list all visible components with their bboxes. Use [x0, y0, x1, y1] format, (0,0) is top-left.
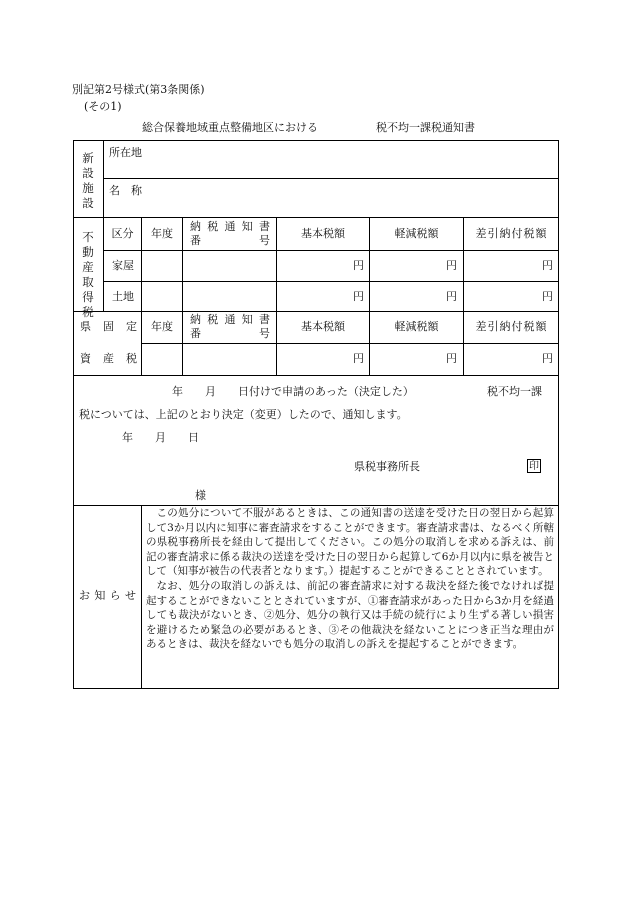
seal-mark: 印: [529, 461, 539, 472]
col-reduce: 軽減税額: [394, 227, 439, 240]
facility-label: 新設施設: [82, 151, 94, 210]
address-label: 所在地: [109, 146, 142, 159]
title-right: 税不均一課税通知書: [376, 121, 475, 134]
decision-line1-tail: 税不均一課: [487, 385, 542, 398]
fa-row-base: 円: [353, 352, 364, 365]
col-notice-no: 納 税 通 知 書 番 号: [190, 220, 270, 247]
form-id: 別記第2号様式(第3条関係): [72, 83, 205, 96]
col-base: 基本税額: [301, 227, 345, 240]
decision-date: 年 月 日: [122, 431, 199, 444]
name-label: 名 称: [109, 184, 142, 197]
col-kubun: 区分: [111, 227, 134, 240]
fa-col-base: 基本税額: [301, 320, 345, 333]
row-land-net: 円: [542, 290, 553, 303]
form-sub: (その1): [84, 100, 122, 113]
fa-col-notice-no: 納 税 通 知 書 番 号: [190, 313, 270, 340]
fixedasset-label: 県 固 定: [80, 320, 137, 333]
row-land-base: 円: [353, 290, 364, 303]
realestate-label: 不動産取得税: [82, 230, 94, 319]
notice-paragraph-2: なお、処分の取消しの訴えは、前記の審査請求に対する裁決を経た後でなければ提起することができないこととされていますが、①審査請求があった日から3か月を経過しても裁決がないとき、②処分、処分の執行又は手続の続行により生ずる著しい損害を避けるため緊急の必要があるとき、③その他裁決を経ないことにつき正当な理由があるときは、裁決を経ないでも処分の取消しの訴えを提起することができます。: [146, 579, 554, 651]
fa-row-net: 円: [542, 352, 553, 365]
decision-line2: 税については、上記のとおり決定（変更）したので、通知します。: [79, 408, 408, 421]
fa-col-year: 年度: [151, 320, 173, 333]
decision-line1: 年 月 日付けで申請のあった（決定した）: [172, 385, 414, 398]
fa-col-reduce: 軽減税額: [394, 320, 439, 333]
office-name: 県税事務所長: [354, 460, 420, 473]
notice-label: お 知 ら せ: [79, 589, 136, 602]
notice-text: [146, 506, 554, 652]
addressee: 様: [195, 489, 206, 502]
row-land-reduce: 円: [446, 290, 457, 303]
notice-paragraph-1: この処分について不服があるときは、この通知書の送達を受けた日の翌日から起算して3か月以内に知事に審査請求をすることができます。審査請求書は、なるべく所轄の県税事務所長を経由して提出してください。この処分の取消しを求める訴えは、前記の審査請求に係る裁決の送達を受けた日の翌日から起算して6か月以内に県を被告として（知事が被告の代表者となります。）提起することができることとされています。: [146, 507, 554, 578]
row-kubun-house: 家屋: [112, 259, 134, 272]
fixedasset-label-2: 資 産 税: [80, 352, 137, 365]
col-net: 差引納付税額: [475, 227, 548, 240]
row-house-base: 円: [353, 259, 364, 272]
row-house-reduce: 円: [446, 259, 457, 272]
row-kubun-land: 土地: [112, 290, 134, 303]
title-left: 総合保養地域重点整備地区における: [142, 121, 318, 134]
fa-col-net: 差引納付税額: [475, 320, 548, 333]
col-year: 年度: [151, 227, 173, 240]
row-house-net: 円: [542, 259, 553, 272]
fa-row-reduce: 円: [446, 352, 457, 365]
